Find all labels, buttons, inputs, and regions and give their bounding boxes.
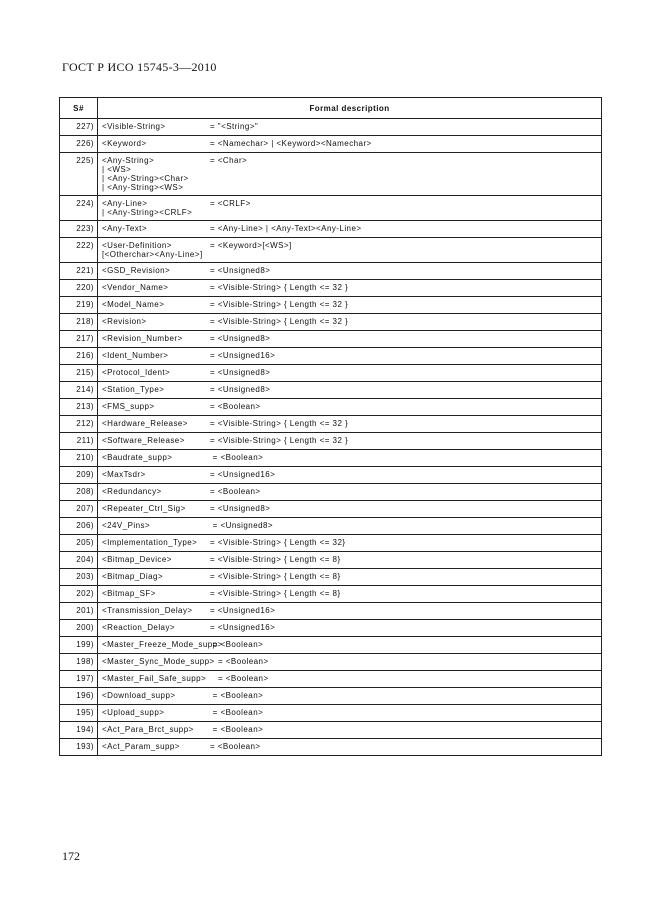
row-number: 200) <box>60 620 98 637</box>
symbol-definition: = <Visible-String> { Length <= 8} <box>210 555 341 564</box>
definition-line <box>102 283 601 292</box>
formal-description-cell <box>98 196 602 221</box>
table-row <box>60 671 602 688</box>
formal-description-cell <box>98 518 602 535</box>
column-header-sn: S# <box>60 98 98 119</box>
row-number: 219) <box>60 297 98 314</box>
definition-line <box>102 640 601 649</box>
table-row <box>60 722 602 739</box>
symbol-definition: = <Char> <box>210 156 248 165</box>
table-row <box>60 501 602 518</box>
table-row <box>60 314 602 331</box>
formal-description-cell <box>98 654 602 671</box>
symbol-definition: = <Unsigned16> <box>210 623 276 632</box>
formal-description-cell <box>98 501 602 518</box>
formal-description-cell <box>98 637 602 654</box>
table-row <box>60 688 602 705</box>
symbol-definition: = <Visible-String> { Length <= 32 } <box>210 436 349 445</box>
table-row <box>60 450 602 467</box>
row-number: 212) <box>60 416 98 433</box>
table-row <box>60 586 602 603</box>
row-number: 211) <box>60 433 98 450</box>
symbol-name: <Keyword> <box>102 139 147 148</box>
symbol-definition: = <Visible-String> { Length <= 32 } <box>210 300 349 309</box>
definition-line <box>102 555 601 564</box>
table-row <box>60 153 602 196</box>
page-number: 172 <box>62 849 80 863</box>
table-row <box>60 518 602 535</box>
table-row <box>60 280 602 297</box>
table-row <box>60 297 602 314</box>
symbol-name: | <WS> <box>102 165 132 174</box>
definition-line <box>102 368 601 377</box>
row-number: 218) <box>60 314 98 331</box>
formal-description-cell <box>98 365 602 382</box>
table-row <box>60 620 602 637</box>
row-number: 193) <box>60 739 98 756</box>
row-number: 225) <box>60 153 98 196</box>
formal-description-cell <box>98 705 602 722</box>
symbol-definition: = <Boolean> <box>210 402 261 411</box>
formal-description-cell <box>98 688 602 705</box>
definition-line <box>102 156 601 165</box>
definition-line <box>102 742 601 751</box>
table-row <box>60 739 602 756</box>
definition-line <box>102 453 601 462</box>
symbol-name: <FMS_supp> <box>102 402 155 411</box>
symbol-definition: = <Unsigned8> <box>210 521 274 530</box>
definition-line <box>102 402 601 411</box>
symbol-definition: = <CRLF> <box>210 199 251 208</box>
symbol-name: | <Any-String><WS> <box>102 183 184 192</box>
formal-description-cell <box>98 314 602 331</box>
symbol-name: <Download_supp> <box>102 691 176 700</box>
symbol-definition: = <Boolean> <box>210 453 264 462</box>
symbol-name: <24V_Pins> <box>102 521 151 530</box>
table-row <box>60 399 602 416</box>
row-number: 209) <box>60 467 98 484</box>
definition-line <box>102 725 601 734</box>
row-number: 227) <box>60 119 98 136</box>
formal-description-cell <box>98 739 602 756</box>
formal-description-table <box>59 97 602 756</box>
symbol-definition: = <Unsigned16> <box>210 470 276 479</box>
symbol-definition: = <Visible-String> { Length <= 32 } <box>210 283 349 292</box>
definition-line <box>102 487 601 496</box>
definition-line <box>102 572 601 581</box>
row-number: 226) <box>60 136 98 153</box>
table-row <box>60 535 602 552</box>
symbol-name: <Act_Param_supp> <box>102 742 180 751</box>
document-header-title: ГОСТ Р ИСО 15745-3—2010 <box>62 60 217 74</box>
row-number: 224) <box>60 196 98 221</box>
definition-line <box>102 334 601 343</box>
table-row <box>60 705 602 722</box>
row-number: 216) <box>60 348 98 365</box>
definition-line <box>102 174 601 183</box>
definition-line <box>102 589 601 598</box>
symbol-definition: = <Boolean> <box>210 742 261 751</box>
row-number: 217) <box>60 331 98 348</box>
row-number: 194) <box>60 722 98 739</box>
definition-line <box>102 385 601 394</box>
symbol-name: <Master_Fail_Safe_supp> <box>102 674 207 683</box>
table-row <box>60 569 602 586</box>
symbol-definition: = <Boolean> <box>210 640 264 649</box>
row-number: 223) <box>60 221 98 238</box>
row-number: 206) <box>60 518 98 535</box>
row-number: 199) <box>60 637 98 654</box>
symbol-name: | <Any-String><Char> <box>102 174 189 183</box>
row-number: 220) <box>60 280 98 297</box>
symbol-definition: = <Boolean> <box>210 657 269 666</box>
definition-line <box>102 657 601 666</box>
row-number: 195) <box>60 705 98 722</box>
definition-line <box>102 266 601 275</box>
symbol-name: <Ident_Number> <box>102 351 169 360</box>
symbol-name: <Model_Name> <box>102 300 165 309</box>
symbol-definition: = <Visible-String> { Length <= 32} <box>210 538 346 547</box>
symbol-name: <Any-String> <box>102 156 155 165</box>
symbol-name: [<Otherchar><Any-Line>] <box>102 250 203 259</box>
table-row <box>60 263 602 280</box>
definition-line <box>102 183 601 192</box>
definition-line <box>102 606 601 615</box>
symbol-definition: = <Namechar> | <Keyword><Namechar> <box>210 139 372 148</box>
table-row <box>60 654 602 671</box>
symbol-name: <Repeater_Ctrl_Sig> <box>102 504 186 513</box>
symbol-name: <Visible-String> <box>102 122 166 131</box>
symbol-definition: = <Visible-String> { Length <= 32 } <box>210 419 349 428</box>
symbol-name: <GSD_Revision> <box>102 266 171 275</box>
symbol-name: <Redundancy> <box>102 487 162 496</box>
row-number: 213) <box>60 399 98 416</box>
formal-description-cell <box>98 280 602 297</box>
symbol-definition: = <Any-Line> | <Any-Text><Any-Line> <box>210 224 362 233</box>
row-number: 208) <box>60 484 98 501</box>
row-number: 196) <box>60 688 98 705</box>
definition-line <box>102 691 601 700</box>
symbol-name: <Software_Release> <box>102 436 185 445</box>
formal-description-cell <box>98 671 602 688</box>
symbol-definition: = <Unsigned8> <box>210 266 271 275</box>
definition-line <box>102 504 601 513</box>
formal-description-cell <box>98 467 602 484</box>
definition-line <box>102 250 601 259</box>
table-row <box>60 467 602 484</box>
symbol-name: <Master_Sync_Mode_supp> <box>102 657 215 666</box>
symbol-definition: = <Unsigned8> <box>210 385 271 394</box>
formal-description-cell <box>98 238 602 263</box>
formal-description-cell <box>98 382 602 399</box>
table-row <box>60 382 602 399</box>
definition-line <box>102 708 601 717</box>
table-header-row <box>60 98 602 119</box>
definition-line <box>102 241 601 250</box>
definition-line <box>102 538 601 547</box>
symbol-name: | <Any-String><CRLF> <box>102 208 193 217</box>
symbol-definition: = <Boolean> <box>210 674 269 683</box>
symbol-name: <Hardware_Release> <box>102 419 188 428</box>
row-number: 202) <box>60 586 98 603</box>
table-row <box>60 221 602 238</box>
formal-description-cell <box>98 153 602 196</box>
column-header-formal-description: Formal description <box>98 98 602 119</box>
symbol-name: <Any-Line> <box>102 199 148 208</box>
symbol-definition: = <Visible-String> { Length <= 8} <box>210 572 341 581</box>
definition-line <box>102 122 601 131</box>
symbol-name: <User-Definition> <box>102 241 172 250</box>
symbol-name: <MaxTsdr> <box>102 470 146 479</box>
definition-line <box>102 470 601 479</box>
symbol-definition: = <Keyword>[<WS>] <box>210 241 292 250</box>
formal-description-cell <box>98 603 602 620</box>
symbol-name: <Reaction_Delay> <box>102 623 176 632</box>
symbol-definition: = <Unsigned8> <box>210 504 271 513</box>
symbol-definition: = <Boolean> <box>210 487 261 496</box>
symbol-name: <Master_Freeze_Mode_supp> <box>102 640 223 649</box>
definition-line <box>102 351 601 360</box>
table-row <box>60 331 602 348</box>
table-row <box>60 552 602 569</box>
symbol-definition: = <Visible-String> { Length <= 32 } <box>210 317 349 326</box>
formal-description-cell <box>98 569 602 586</box>
formal-description-cell <box>98 722 602 739</box>
symbol-name: <Station_Type> <box>102 385 165 394</box>
formal-description-cell <box>98 484 602 501</box>
symbol-name: <Bitmap_SF> <box>102 589 156 598</box>
formal-description-cell <box>98 450 602 467</box>
table-row <box>60 433 602 450</box>
row-number: 214) <box>60 382 98 399</box>
symbol-name: <Vendor_Name> <box>102 283 169 292</box>
symbol-definition: = <Boolean> <box>210 691 264 700</box>
row-number: 215) <box>60 365 98 382</box>
formal-description-cell <box>98 416 602 433</box>
row-number: 201) <box>60 603 98 620</box>
definition-line <box>102 199 601 208</box>
row-number: 207) <box>60 501 98 518</box>
formal-description-cell <box>98 263 602 280</box>
table-row <box>60 196 602 221</box>
table-row <box>60 603 602 620</box>
row-number: 203) <box>60 569 98 586</box>
definition-line <box>102 165 601 174</box>
symbol-definition: = <Unsigned16> <box>210 351 276 360</box>
table-row <box>60 119 602 136</box>
symbol-name: <Baudrate_supp> <box>102 453 173 462</box>
definition-line <box>102 623 601 632</box>
symbol-definition: = <Unsigned8> <box>210 368 271 377</box>
symbol-name: <Any-Text> <box>102 224 147 233</box>
symbol-definition: = "<String>" <box>210 122 259 131</box>
table-row <box>60 136 602 153</box>
symbol-definition: = <Unsigned16> <box>210 606 276 615</box>
symbol-definition: = <Visible-String> { Length <= 8} <box>210 589 341 598</box>
definition-line <box>102 674 601 683</box>
table-row <box>60 484 602 501</box>
symbol-definition: = <Boolean> <box>210 708 264 717</box>
definition-line <box>102 436 601 445</box>
table-row <box>60 637 602 654</box>
row-number: 197) <box>60 671 98 688</box>
formal-description-cell <box>98 433 602 450</box>
symbol-name: <Implementation_Type> <box>102 538 198 547</box>
formal-description-cell <box>98 348 602 365</box>
symbol-name: <Upload_supp> <box>102 708 165 717</box>
symbol-definition: = <Unsigned8> <box>210 334 271 343</box>
symbol-name: <Transmission_Delay> <box>102 606 193 615</box>
definition-line <box>102 208 601 217</box>
row-number: 205) <box>60 535 98 552</box>
table-row <box>60 416 602 433</box>
definition-line <box>102 139 601 148</box>
row-number: 210) <box>60 450 98 467</box>
symbol-name: <Revision_Number> <box>102 334 183 343</box>
row-number: 204) <box>60 552 98 569</box>
row-number: 222) <box>60 238 98 263</box>
formal-description-cell <box>98 620 602 637</box>
table-row <box>60 348 602 365</box>
formal-description-cell <box>98 586 602 603</box>
table-row <box>60 365 602 382</box>
formal-description-cell <box>98 136 602 153</box>
formal-description-cell <box>98 221 602 238</box>
definition-line <box>102 521 601 530</box>
symbol-name: <Protocol_Ident> <box>102 368 171 377</box>
definition-line <box>102 317 601 326</box>
table-row <box>60 238 602 263</box>
symbol-name: <Bitmap_Device> <box>102 555 172 564</box>
symbol-name: <Revision> <box>102 317 147 326</box>
formal-description-cell <box>98 535 602 552</box>
row-number: 221) <box>60 263 98 280</box>
definition-line <box>102 419 601 428</box>
symbol-name: <Act_Para_Brct_supp> <box>102 725 194 734</box>
formal-description-cell <box>98 119 602 136</box>
formal-description-cell <box>98 297 602 314</box>
definition-line <box>102 300 601 309</box>
formal-description-cell <box>98 331 602 348</box>
formal-description-cell <box>98 399 602 416</box>
definition-line <box>102 224 601 233</box>
formal-description-cell <box>98 552 602 569</box>
row-number: 198) <box>60 654 98 671</box>
symbol-name: <Bitmap_Diag> <box>102 572 163 581</box>
symbol-definition: = <Boolean> <box>210 725 264 734</box>
